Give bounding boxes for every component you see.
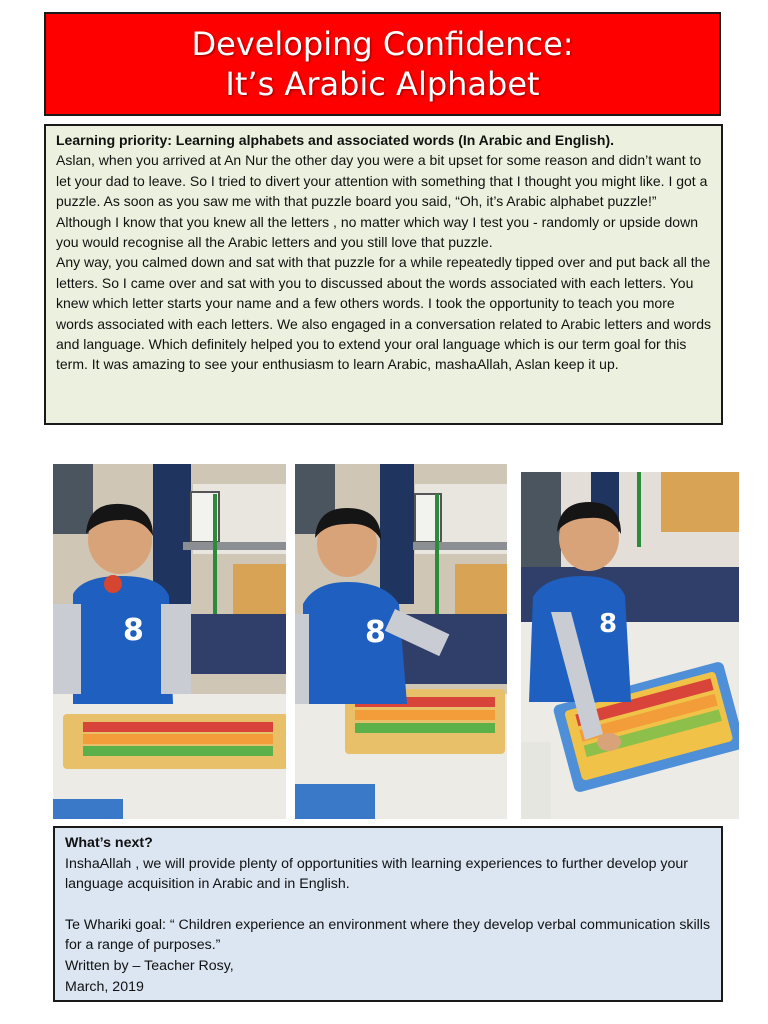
date-line: March, 2019	[65, 978, 144, 995]
learning-priority: Learning priority: Learning alphabets and associated words (In Arabic and English).	[56, 132, 615, 148]
photo-child-reaching-puzzle	[521, 472, 739, 819]
whats-next-body: InshaAllah , we will provide plenty of opportunities with learning experiences to further develop your language acquisition in Arabic and in English.	[65, 855, 689, 893]
svg-text:8: 8	[599, 609, 618, 639]
story-paragraph-2: Any way, you calmed down and sat with that puzzle for a while repeatedly tipped over and put back all the letters. So I came over and sat with you to discussed about the words associated with each letters. You knew which letter starts your name and a few others words. I took the opportunity to teach you more words associated with each letters. We also engaged in a conversation related to Arabic letters and words and language. Which definitely helped you to extend your oral language which is our term goal for this term. It was amazing to see your enthusiasm to learn Arabic, mashaAllah, Aslan keep it up.	[56, 254, 711, 373]
title-line-1: Developing Confidence:	[191, 25, 574, 63]
photo-1-illustration	[53, 464, 286, 819]
learning-story-box	[44, 124, 723, 425]
author-line: Written by – Teacher Rosy,	[65, 957, 234, 974]
photo-child-placing-letters	[295, 464, 507, 819]
whats-next-heading: What’s next?	[65, 835, 153, 851]
photo-child-holding-letter	[53, 464, 286, 819]
whats-next-box	[53, 826, 723, 1002]
photo-2-illustration	[295, 464, 507, 819]
te-whariki-goal: Te Whariki goal: “ Children experience an environment where they develop verbal communication skills for a range of purposes.”	[65, 916, 711, 954]
svg-text:8: 8	[123, 613, 144, 648]
photo-3-illustration	[521, 472, 739, 819]
title-line-2: It’s Arabic Alphabet	[225, 65, 540, 103]
title-banner	[44, 12, 721, 116]
story-paragraph-1: Aslan, when you arrived at An Nur the other day you were a bit upset for some reason and didn’t want to let your dad to leave. So I tried to divert your attention with something that I thought you might like. I got a puzzle. As soon as you saw me with that puzzle board you said, “Oh, it’s Arabic alphabet puzzle!” Although I know that you knew all the letters , no matter which way I test you - randomly or upside down you would recognise all the Arabic letters and you still love that puzzle.	[56, 152, 708, 251]
svg-text:8: 8	[365, 615, 386, 650]
